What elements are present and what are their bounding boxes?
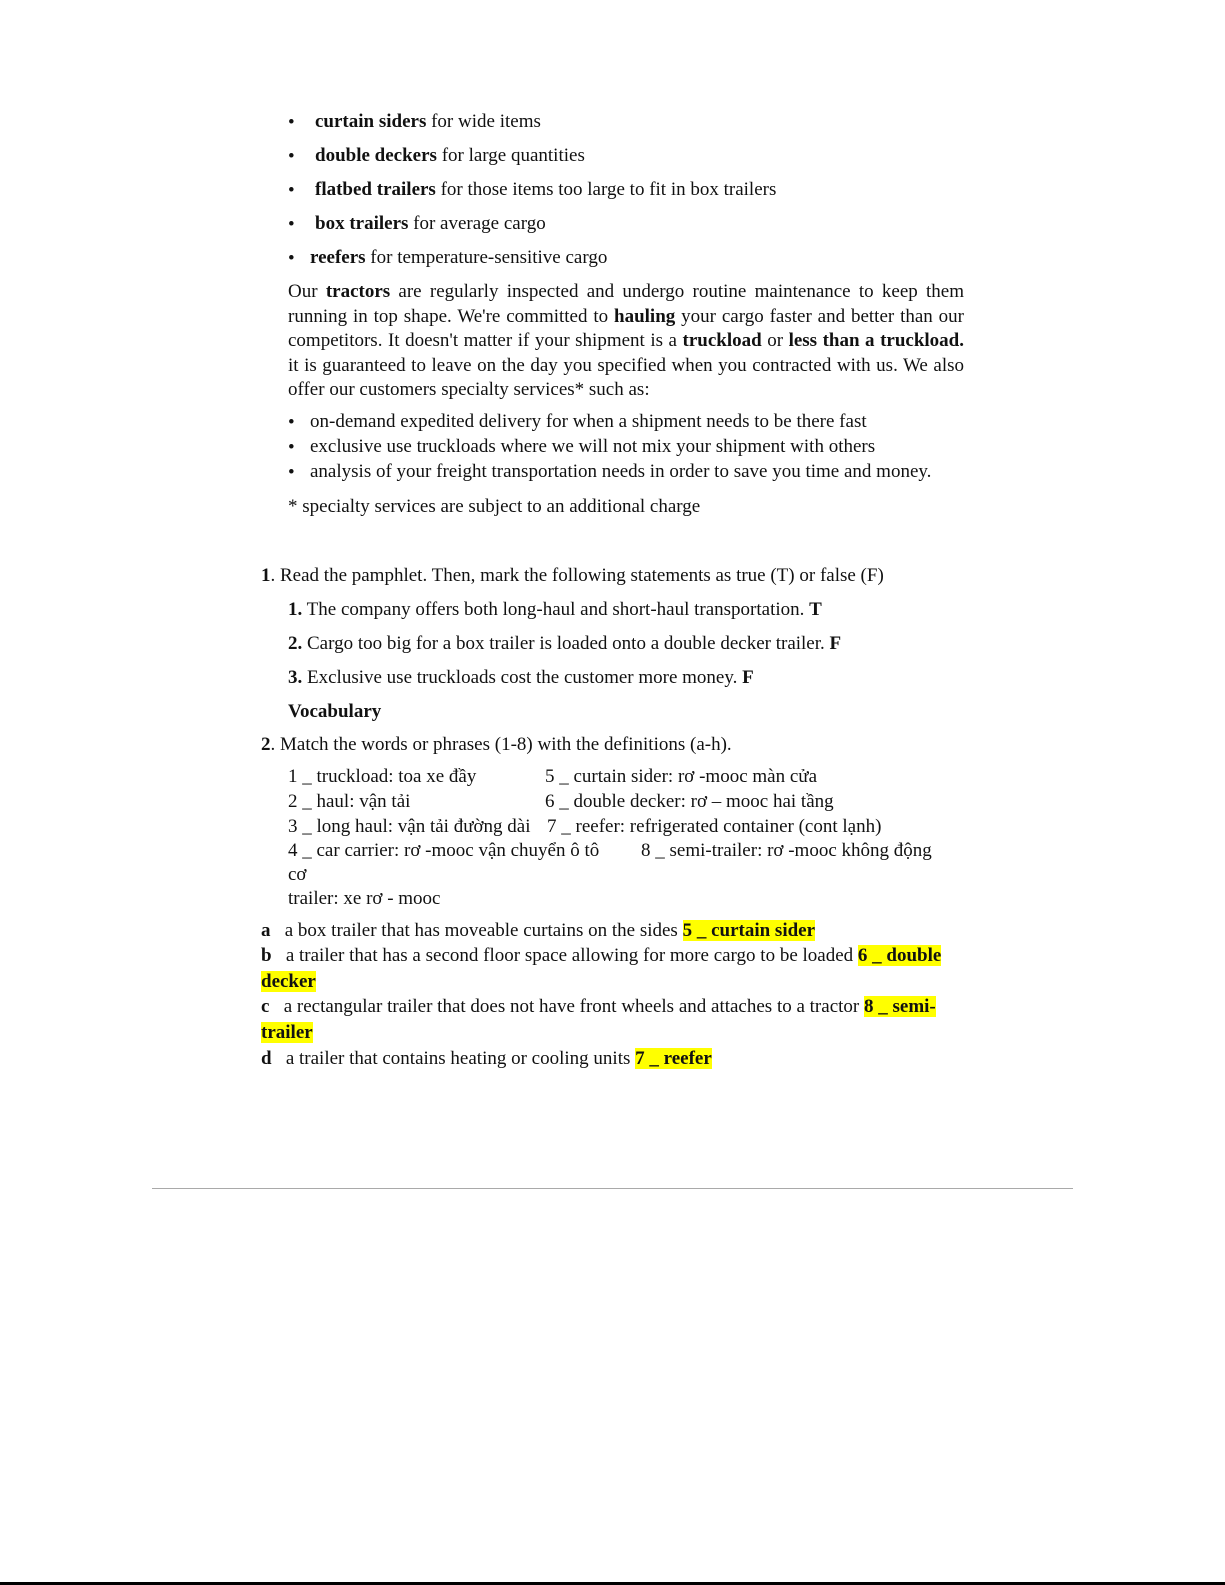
word-item: 1 _ truckload: toa xe đầy: [288, 766, 477, 787]
list-item: double deckers for large quantities: [315, 145, 585, 166]
page-divider: [152, 1188, 1073, 1189]
bullet: •: [288, 462, 295, 483]
word-item-wrap: cơ: [288, 864, 307, 885]
list-item: box trailers for average cargo: [315, 213, 546, 234]
list-item: curtain siders for wide items: [315, 111, 541, 132]
word-item: 2 _ haul: vận tải: [288, 791, 411, 812]
statement-1: 1. The company offers both long-haul and short-haul transportation. T: [288, 599, 822, 620]
answer-highlight: decker: [261, 971, 316, 992]
word-item: 5 _ curtain sider: rơ -mooc màn cửa: [545, 766, 818, 787]
answer-highlight: 5 _ curtain sider: [682, 920, 816, 941]
word-item: trailer: xe rơ - mooc: [288, 888, 441, 909]
word-item: 7 _ reefer: refrigerated container (cont lạnh): [547, 816, 882, 837]
exercise-1-instruction: 1. Read the pamphlet. Then, mark the following statements as true (T) or false (F): [261, 565, 884, 586]
vocabulary-heading: Vocabulary: [288, 701, 382, 722]
bullet: •: [288, 437, 295, 458]
bullet: •: [288, 248, 295, 269]
word-item: 8 _ semi-trailer: rơ -mooc không động: [641, 840, 932, 861]
definition-b-wrap: [261, 972, 316, 991]
footnote: * specialty services are subject to an additional charge: [288, 496, 701, 517]
list-item: reefers for temperature-sensitive cargo: [310, 247, 608, 268]
definition-a: a a box trailer that has moveable curtains on the sides 5 _ curtain sider: [261, 920, 816, 941]
statement-2: 2. Cargo too big for a box trailer is loaded onto a double decker trailer. F: [288, 633, 842, 654]
definition-c-wrap: [261, 1023, 313, 1042]
word-item: 6 _ double decker: rơ – mooc hai tầng: [545, 791, 834, 812]
answer-highlight: 8 _ semi-: [864, 996, 936, 1017]
list-item: on-demand expedited delivery for when a shipment needs to be there fast: [310, 411, 867, 432]
bullet: •: [288, 112, 295, 133]
answer-highlight: 6 _ double: [857, 945, 942, 966]
definition-b: b a trailer that has a second floor space allowing for more cargo to be loaded 6 _ double: [261, 945, 942, 966]
list-item: flatbed trailers for those items too large to fit in box trailers: [315, 179, 777, 200]
bullet: •: [288, 180, 295, 201]
company-paragraph: Our tractors are regularly inspected and undergo routine maintenance to keep them running in top shape. We're committed to hauling your cargo faster and better than our competitors. It doesn't matter if your shipment is a truckload or less than a truckload. it is guaranteed to leave on the day you specified when you contracted with us. We also offer our customers specialty services* such as:: [288, 281, 965, 400]
word-item: 3 _ long haul: vận tải đường dài: [288, 816, 531, 837]
exercise-2-instruction: 2. Match the words or phrases (1-8) with the definitions (a-h).: [261, 734, 732, 755]
answer-highlight: 7 _ reefer: [635, 1048, 712, 1069]
definition-c: c a rectangular trailer that does not have front wheels and attaches to a tractor 8 _ semi-: [261, 996, 936, 1017]
answer-highlight: trailer: [261, 1022, 313, 1043]
list-item: analysis of your freight transportation needs in order to save you time and money.: [310, 461, 932, 482]
statement-3: 3. Exclusive use truckloads cost the customer more money. F: [288, 667, 754, 688]
bullet: •: [288, 146, 295, 167]
word-item: 4 _ car carrier: rơ -mooc vận chuyển ô tô: [288, 840, 600, 861]
list-item: exclusive use truckloads where we will not mix your shipment with others: [310, 436, 876, 457]
bullet: •: [288, 214, 295, 235]
definition-d: d a trailer that contains heating or cooling units 7 _ reefer: [261, 1048, 712, 1069]
bullet: •: [288, 412, 295, 433]
